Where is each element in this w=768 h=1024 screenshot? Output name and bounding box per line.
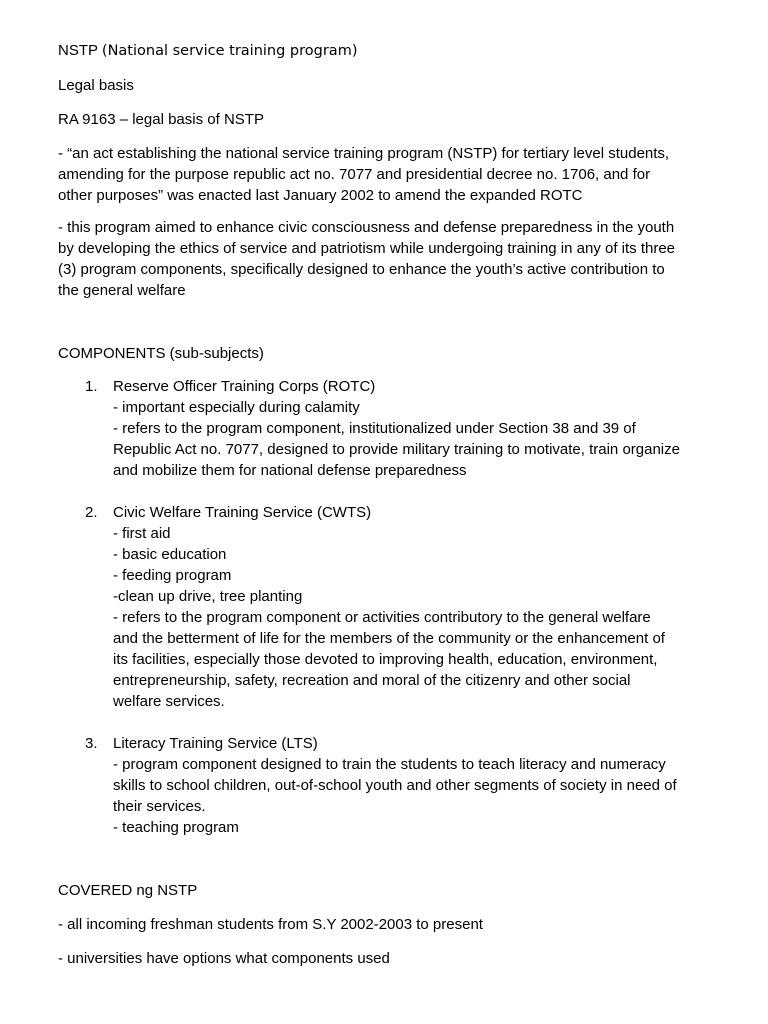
document-title bbox=[58, 40, 718, 62]
list-spacer bbox=[58, 481, 718, 502]
legal-basis-paragraph-2 bbox=[58, 217, 718, 301]
text-line: - important especially during calamity bbox=[113, 399, 360, 416]
component-item-cwts bbox=[58, 502, 718, 712]
legal-basis-paragraph-1 bbox=[58, 143, 718, 206]
title-acronym: NSTP bbox=[58, 42, 98, 59]
covered-heading: COVERED ng NSTP bbox=[58, 882, 198, 899]
text-line: (3) program components, specifically designed to enhance the youth’s active contribution to bbox=[58, 261, 665, 278]
covered-line-1: - all incoming freshman students from S.Y 2002-2003 to present bbox=[58, 916, 483, 933]
text-line: and mobilize them for national defense preparedness bbox=[113, 462, 467, 479]
text-line: - “an act establishing the national service training program (NSTP) for tertiary level students, bbox=[58, 145, 670, 162]
text-line: welfare services. bbox=[113, 693, 225, 710]
text-line: amending for the purpose republic act no. 7077 and presidential decree no. 1706, and for bbox=[58, 166, 651, 183]
text-line: - basic education bbox=[113, 546, 227, 563]
text-line: Civic Welfare Training Service (CWTS) bbox=[113, 504, 372, 521]
text-line: the general welfare bbox=[58, 282, 186, 299]
list-spacer bbox=[58, 712, 718, 733]
text-line: - first aid bbox=[113, 525, 171, 542]
text-line: - teaching program bbox=[113, 819, 239, 836]
document-page bbox=[58, 40, 718, 969]
text-line: - this program aimed to enhance civic consciousness and defense preparedness in the youth bbox=[58, 219, 675, 236]
text-line: - program component designed to train the students to teach literacy and numeracy bbox=[113, 756, 666, 773]
text-line: and the betterment of life for the members of the community or the enhancement of bbox=[113, 630, 665, 647]
text-line: other purposes” was enacted last January 2002 to amend the expanded ROTC bbox=[58, 187, 583, 204]
components-heading: COMPONENTS (sub-subjects) bbox=[58, 345, 264, 362]
text-line: Republic Act no. 7077, designed to provide military training to motivate, train organize bbox=[113, 441, 680, 458]
text-line: - refers to the program component or activities contributory to the general welfare bbox=[113, 609, 651, 626]
components-list bbox=[58, 376, 718, 838]
list-number: 3. bbox=[85, 735, 98, 752]
text-line: by developing the ethics of service and patriotism while undergoing training in any of its three bbox=[58, 240, 676, 257]
text-line: Reserve Officer Training Corps (ROTC) bbox=[113, 378, 376, 395]
text-line: entrepreneurship, safety, recreation and moral of the citizenry and other social bbox=[113, 672, 631, 689]
text-line: -clean up drive, tree planting bbox=[113, 588, 303, 605]
component-item-lts bbox=[58, 733, 718, 838]
text-line: - refers to the program component, institutionalized under Section 38 and 39 of bbox=[113, 420, 636, 437]
text-line: - feeding program bbox=[113, 567, 232, 584]
list-number: 1. bbox=[85, 378, 98, 395]
title-full-name: (National service training program) bbox=[101, 43, 358, 59]
text-line: its facilities, especially those devoted to improving health, education, environment, bbox=[113, 651, 658, 668]
legal-basis-heading: Legal basis bbox=[58, 77, 134, 94]
text-line: their services. bbox=[113, 798, 206, 815]
component-item-rotc bbox=[58, 376, 718, 481]
covered-line-2: - universities have options what components used bbox=[58, 950, 390, 967]
text-line: skills to school children, out-of-school youth and other segments of society in need of bbox=[113, 777, 677, 794]
text-line: Literacy Training Service (LTS) bbox=[113, 735, 318, 752]
legal-basis-ra: RA 9163 – legal basis of NSTP bbox=[58, 111, 264, 128]
list-number: 2. bbox=[85, 504, 98, 521]
